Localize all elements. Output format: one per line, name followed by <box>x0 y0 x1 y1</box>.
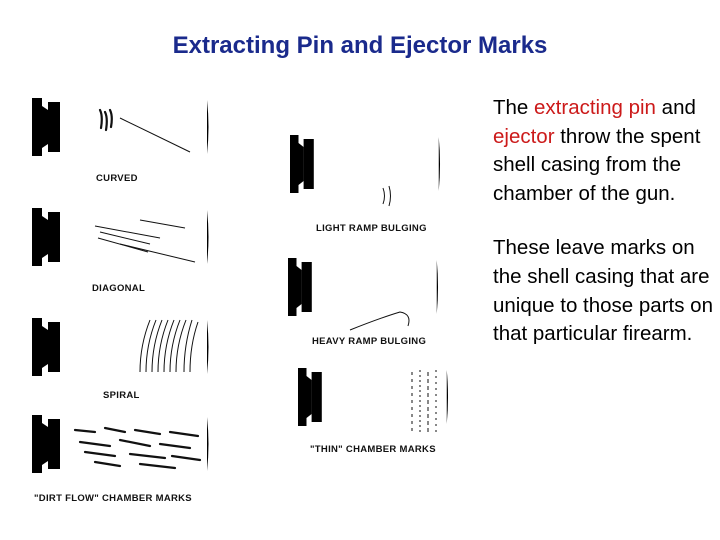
shell-curved <box>32 98 209 156</box>
shell-heavy-ramp <box>288 258 438 316</box>
shell-thin-chamber <box>298 368 448 426</box>
page-title: Extracting Pin and Ejector Marks <box>172 32 548 59</box>
marks-light-ramp <box>383 186 391 206</box>
bullet-list <box>493 94 715 375</box>
marks-heavy-ramp <box>350 312 409 330</box>
label-light-ramp: LIGHT RAMP BULGING <box>316 223 427 234</box>
bullet-1 <box>493 94 715 208</box>
marks-dirt-flow <box>75 428 200 468</box>
marks-curved <box>100 110 190 152</box>
bullet-1-mid: and <box>655 96 696 119</box>
bullet-1-post: throw the spent shell casing from the chamber of the gun. <box>493 124 701 205</box>
label-dirt-flow: "DIRT FLOW" CHAMBER MARKS <box>34 493 192 504</box>
bullet-2: These leave marks on the shell casing that are unique to those parts on that particular firearm. <box>493 236 713 346</box>
bullet-1-pre: The <box>493 96 535 119</box>
shell-dirt-flow <box>32 415 209 473</box>
marks-diagonal <box>95 220 195 262</box>
label-diagonal: DIAGONAL <box>92 283 146 294</box>
highlight-ejector: ejector <box>493 124 555 148</box>
shell-spiral <box>32 318 209 376</box>
label-spiral: SPIRAL <box>103 390 140 401</box>
marks-spiral <box>140 320 198 372</box>
shell-light-ramp <box>290 135 440 193</box>
highlight-extracting-pin: extracting pin <box>534 96 656 119</box>
label-curved: CURVED <box>96 173 138 184</box>
label-thin-chamber: "THIN" CHAMBER MARKS <box>310 444 436 455</box>
label-heavy-ramp: HEAVY RAMP BULGING <box>312 336 427 347</box>
marks-thin-chamber <box>412 370 436 434</box>
